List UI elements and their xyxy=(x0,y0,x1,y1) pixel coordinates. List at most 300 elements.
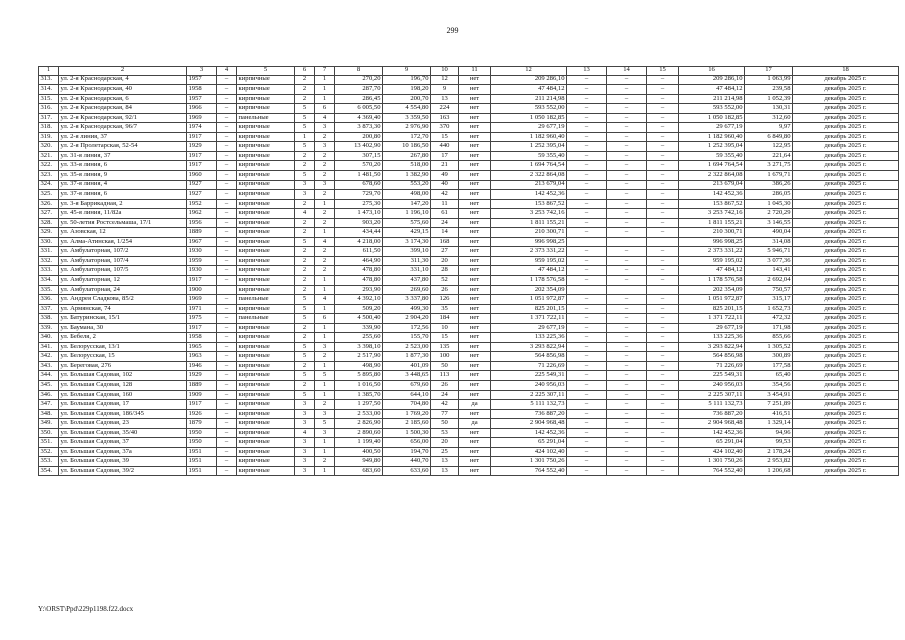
table-row xyxy=(39,295,899,305)
table-cell: – xyxy=(217,142,237,152)
housing-table xyxy=(38,66,899,476)
table-cell: – xyxy=(567,113,607,123)
table-cell: – xyxy=(607,85,647,95)
table-cell: – xyxy=(647,381,679,391)
table-cell: 424 102,40 xyxy=(491,447,567,457)
table-cell: 255,60 xyxy=(335,333,383,343)
table-cell: 3 xyxy=(315,180,335,190)
table-cell: кирпичные xyxy=(237,381,295,391)
table-cell: ул. Амбулаторная, 107/5 xyxy=(59,266,187,276)
table-cell: 1 xyxy=(315,285,335,295)
table-cell: нет xyxy=(459,113,491,123)
column-number-18: 18 xyxy=(793,67,899,76)
table-cell: ул. Большая Садовая, 186/345 xyxy=(59,409,187,419)
table-cell: – xyxy=(567,209,607,219)
table-cell: 1958 xyxy=(187,85,217,95)
table-cell: 1917 xyxy=(187,132,217,142)
table-cell: 142 452,36 xyxy=(491,428,567,438)
table-cell: 593 552,00 xyxy=(491,104,567,114)
table-cell: – xyxy=(567,180,607,190)
table-cell: – xyxy=(217,190,237,200)
table-cell: – xyxy=(607,275,647,285)
table-cell: 553,20 xyxy=(383,180,431,190)
table-cell: 1927 xyxy=(187,190,217,200)
table-cell: 200,70 xyxy=(383,94,431,104)
table-cell: 168 xyxy=(431,237,459,247)
table-cell: 3 xyxy=(295,180,315,190)
table-cell: – xyxy=(217,85,237,95)
table-cell: 350. xyxy=(39,428,59,438)
table-cell: 270,20 xyxy=(335,75,383,85)
table-cell: 2 xyxy=(295,333,315,343)
table-cell: 337. xyxy=(39,304,59,314)
table-cell: кирпичные xyxy=(237,466,295,476)
table-cell: 2 953,82 xyxy=(745,457,793,467)
table-cell: 2 890,60 xyxy=(335,428,383,438)
table-cell: 345. xyxy=(39,381,59,391)
table-cell: 1 xyxy=(315,75,335,85)
table-cell: 172,70 xyxy=(383,132,431,142)
table-cell: 1929 xyxy=(187,142,217,152)
table-cell: панельные xyxy=(237,113,295,123)
table-cell: ул. Батуринская, 15/1 xyxy=(59,314,187,324)
table-cell: декабрь 2025 г. xyxy=(793,428,899,438)
table-cell: 1 051 972,87 xyxy=(679,295,745,305)
table-cell: декабрь 2025 г. xyxy=(793,285,899,295)
table-cell: 202 354,09 xyxy=(679,285,745,295)
table-cell: 2 xyxy=(295,85,315,95)
table-cell: 1 016,50 xyxy=(335,381,383,391)
table-cell: 53 xyxy=(431,428,459,438)
table-cell: 3 xyxy=(295,466,315,476)
table-cell: 346. xyxy=(39,390,59,400)
table-cell: 2 178,24 xyxy=(745,447,793,457)
table-cell: кирпичные xyxy=(237,94,295,104)
table-cell: – xyxy=(607,256,647,266)
table-cell: 1 178 576,58 xyxy=(491,275,567,285)
table-cell: 9,97 xyxy=(745,123,793,133)
table-cell: 24 xyxy=(431,218,459,228)
table-cell: ул. Большая Садовая, 128 xyxy=(59,381,187,391)
table-cell: – xyxy=(217,104,237,114)
table-cell: нет xyxy=(459,75,491,85)
table-cell: 2 322 864,08 xyxy=(491,170,567,180)
table-cell: декабрь 2025 г. xyxy=(793,199,899,209)
table-cell: 1917 xyxy=(187,161,217,171)
table-row xyxy=(39,218,899,228)
table-cell: – xyxy=(647,419,679,429)
table-cell: – xyxy=(567,190,607,200)
table-cell: 65 291,04 xyxy=(491,438,567,448)
table-cell: нет xyxy=(459,323,491,333)
table-cell: кирпичные xyxy=(237,409,295,419)
table-cell: ул. Большая Садовая, 39 xyxy=(59,457,187,467)
table-cell: 1 182 960,40 xyxy=(679,132,745,142)
table-cell: декабрь 2025 г. xyxy=(793,419,899,429)
table-cell: 478,80 xyxy=(335,275,383,285)
table-cell: 3 xyxy=(295,419,315,429)
table-cell: ул. 3-я Баррикадная, 2 xyxy=(59,199,187,209)
table-cell: 323. xyxy=(39,170,59,180)
table-cell: кирпичные xyxy=(237,390,295,400)
column-number-16: 16 xyxy=(679,67,745,76)
table-cell: нет xyxy=(459,438,491,448)
table-cell: 29 677,19 xyxy=(679,323,745,333)
table-cell: – xyxy=(607,170,647,180)
table-cell: – xyxy=(567,170,607,180)
table-cell: 5 xyxy=(295,142,315,152)
table-cell: ул. 2-я Краснодарская, 4 xyxy=(59,75,187,85)
table-cell: 143,41 xyxy=(745,266,793,276)
table-cell: 5 xyxy=(295,352,315,362)
table-cell: – xyxy=(607,428,647,438)
table-cell: 1956 xyxy=(187,218,217,228)
table-cell: ул. Большая Садовая, 17 xyxy=(59,400,187,410)
table-cell: 564 856,98 xyxy=(491,352,567,362)
table-cell: декабрь 2025 г. xyxy=(793,180,899,190)
table-cell: 155,70 xyxy=(383,333,431,343)
table-cell: – xyxy=(647,94,679,104)
table-cell: 2 976,90 xyxy=(383,123,431,133)
table-cell: – xyxy=(567,361,607,371)
table-cell: 3 077,36 xyxy=(745,256,793,266)
table-cell: 1 xyxy=(315,381,335,391)
table-cell: кирпичные xyxy=(237,123,295,133)
table-cell: кирпичные xyxy=(237,400,295,410)
table-cell: 26 xyxy=(431,381,459,391)
table-cell: 5 xyxy=(295,104,315,114)
table-cell: 2 xyxy=(315,400,335,410)
table-cell: нет xyxy=(459,94,491,104)
table-cell: 1900 xyxy=(187,285,217,295)
table-cell: 1 206,68 xyxy=(745,466,793,476)
table-row xyxy=(39,304,899,314)
table-cell: 509,20 xyxy=(335,304,383,314)
table-cell: – xyxy=(607,361,647,371)
table-cell: 9 xyxy=(431,85,459,95)
table-cell: – xyxy=(607,104,647,114)
table-cell: 1 877,30 xyxy=(383,352,431,362)
table-cell: кирпичные xyxy=(237,256,295,266)
table-cell: 434,44 xyxy=(335,228,383,238)
table-cell xyxy=(217,285,237,295)
table-cell: 3 337,80 xyxy=(383,295,431,305)
table-cell: – xyxy=(217,228,237,238)
table-cell: 13 xyxy=(431,466,459,476)
table-row xyxy=(39,390,899,400)
table-cell: – xyxy=(607,314,647,324)
table-cell: 3 253 742,16 xyxy=(679,209,745,219)
table-row xyxy=(39,419,899,429)
table-cell: 293,90 xyxy=(335,285,383,295)
table-cell: 21 xyxy=(431,161,459,171)
table-cell: 633,60 xyxy=(383,466,431,476)
table-cell: 99,53 xyxy=(745,438,793,448)
table-cell: 3 293 822,94 xyxy=(491,342,567,352)
table-cell: кирпичные xyxy=(237,361,295,371)
table-cell: 2 xyxy=(315,256,335,266)
table-cell: – xyxy=(567,409,607,419)
table-cell: нет xyxy=(459,352,491,362)
table-cell: 1 xyxy=(315,304,335,314)
column-number-7: 7 xyxy=(315,67,335,76)
table-cell: 3 xyxy=(315,342,335,352)
table-cell: – xyxy=(647,190,679,200)
table-cell: 1 679,71 xyxy=(745,170,793,180)
table-cell: 29 677,19 xyxy=(679,123,745,133)
table-cell: – xyxy=(567,447,607,457)
table-cell: 314. xyxy=(39,85,59,95)
table-cell: декабрь 2025 г. xyxy=(793,457,899,467)
table-cell: 353. xyxy=(39,457,59,467)
table-cell: 5 111 132,73 xyxy=(491,400,567,410)
table-cell: – xyxy=(647,371,679,381)
table-cell: – xyxy=(607,123,647,133)
table-cell: – xyxy=(607,218,647,228)
table-cell: кирпичные xyxy=(237,228,295,238)
table-cell: нет xyxy=(459,228,491,238)
table-cell: – xyxy=(647,466,679,476)
table-cell: 10 xyxy=(431,323,459,333)
table-cell: 351. xyxy=(39,438,59,448)
table-cell: 4 218,00 xyxy=(335,237,383,247)
table-cell: декабрь 2025 г. xyxy=(793,228,899,238)
table-cell: 656,00 xyxy=(383,438,431,448)
table-cell: 61 xyxy=(431,209,459,219)
table-cell: 1926 xyxy=(187,409,217,419)
table-row xyxy=(39,247,899,257)
table-cell: – xyxy=(607,113,647,123)
table-cell: 348. xyxy=(39,409,59,419)
table-cell: – xyxy=(217,333,237,343)
table-cell: – xyxy=(567,275,607,285)
table-cell: 2 xyxy=(295,75,315,85)
table-cell: 3 398,10 xyxy=(335,342,383,352)
table-cell: – xyxy=(607,132,647,142)
table-cell: – xyxy=(647,390,679,400)
table-cell: 679,60 xyxy=(383,381,431,391)
table-cell: декабрь 2025 г. xyxy=(793,304,899,314)
table-cell: 50 xyxy=(431,361,459,371)
table-cell: декабрь 2025 г. xyxy=(793,142,899,152)
table-cell: 314,08 xyxy=(745,237,793,247)
table-cell: 100 xyxy=(431,352,459,362)
table-cell: – xyxy=(647,314,679,324)
table-cell: 683,60 xyxy=(335,466,383,476)
table-cell: 20 xyxy=(431,256,459,266)
table-cell: 311,30 xyxy=(383,256,431,266)
table-cell: декабрь 2025 г. xyxy=(793,323,899,333)
table-cell: 1967 xyxy=(187,237,217,247)
column-number-14: 14 xyxy=(607,67,647,76)
table-cell: 2 225 307,11 xyxy=(679,390,745,400)
table-cell: 1 xyxy=(315,361,335,371)
table-cell: 593 552,00 xyxy=(679,104,745,114)
column-number-12: 12 xyxy=(491,67,567,76)
table-cell: 332. xyxy=(39,256,59,266)
table-cell: 996 998,25 xyxy=(491,237,567,247)
table-cell: 1946 xyxy=(187,361,217,371)
table-cell: ул. 2-я Пролетарская, 52-54 xyxy=(59,142,187,152)
table-cell: – xyxy=(647,352,679,362)
table-cell: – xyxy=(217,170,237,180)
table-cell: 3 448,65 xyxy=(383,371,431,381)
table-cell: 135 xyxy=(431,342,459,352)
table-cell: нет xyxy=(459,132,491,142)
table-cell: 52 xyxy=(431,275,459,285)
table-cell: 130,31 xyxy=(745,104,793,114)
table-cell: ул. 2-я Краснодарская, 84 xyxy=(59,104,187,114)
table-cell: нет xyxy=(459,447,491,457)
table-cell: – xyxy=(647,228,679,238)
table-cell: кирпичные xyxy=(237,190,295,200)
table-cell: 2 826,90 xyxy=(335,419,383,429)
table-row xyxy=(39,94,899,104)
table-cell: 1 199,40 xyxy=(335,438,383,448)
table-cell: нет xyxy=(459,151,491,161)
table-cell: 47 484,12 xyxy=(491,266,567,276)
table-cell: ул. Белорусская, 15 xyxy=(59,352,187,362)
table-cell: 1909 xyxy=(187,390,217,400)
table-cell: 1969 xyxy=(187,295,217,305)
table-row xyxy=(39,371,899,381)
table-cell: декабрь 2025 г. xyxy=(793,409,899,419)
table-cell: декабрь 2025 г. xyxy=(793,390,899,400)
table-cell: ул. Армянская, 74 xyxy=(59,304,187,314)
table-cell: 416,51 xyxy=(745,409,793,419)
table-cell: 1 051 972,87 xyxy=(491,295,567,305)
table-cell: нет xyxy=(459,247,491,257)
table-cell: 7 251,89 xyxy=(745,400,793,410)
table-cell: 42 xyxy=(431,400,459,410)
table-cell: – xyxy=(567,295,607,305)
table-cell: – xyxy=(647,132,679,142)
table-cell: 29 677,19 xyxy=(491,123,567,133)
table-cell: 2 xyxy=(295,275,315,285)
table-cell: 1 xyxy=(315,323,335,333)
table-cell: 1889 xyxy=(187,228,217,238)
table-cell: 1 382,90 xyxy=(383,170,431,180)
table-cell: 764 552,40 xyxy=(679,466,745,476)
table-cell: 903,20 xyxy=(335,218,383,228)
table-cell: 498,00 xyxy=(383,190,431,200)
table-cell: 307,15 xyxy=(335,151,383,161)
table-cell: 6 xyxy=(315,104,335,114)
table-cell: 996 998,25 xyxy=(679,237,745,247)
table-cell: ул. 37-я линия, 6 xyxy=(59,190,187,200)
table-cell: 2 225 307,11 xyxy=(491,390,567,400)
table-cell: 2 xyxy=(315,190,335,200)
table-cell: ул. Алма-Атинская, 1/254 xyxy=(59,237,187,247)
table-row xyxy=(39,400,899,410)
table-cell: 349. xyxy=(39,419,59,429)
table-cell: кирпичные xyxy=(237,85,295,95)
table-cell: 221,64 xyxy=(745,151,793,161)
table-header xyxy=(39,67,899,76)
table-cell: 269,60 xyxy=(383,285,431,295)
table-cell: – xyxy=(217,400,237,410)
table-cell: ул. Большая Садовая, 37а xyxy=(59,447,187,457)
table-cell: – xyxy=(567,371,607,381)
table-cell: ул. Большая Садовая, 160 xyxy=(59,390,187,400)
table-cell: – xyxy=(647,256,679,266)
table-cell: – xyxy=(217,180,237,190)
table-cell: декабрь 2025 г. xyxy=(793,113,899,123)
table-cell: декабрь 2025 г. xyxy=(793,104,899,114)
table-cell: – xyxy=(567,400,607,410)
table-cell: декабрь 2025 г. xyxy=(793,209,899,219)
table-cell: 13 xyxy=(431,457,459,467)
table-cell: 1 xyxy=(315,94,335,104)
table-cell: – xyxy=(567,132,607,142)
table-cell: декабрь 2025 г. xyxy=(793,314,899,324)
table-cell: да xyxy=(459,400,491,410)
table-cell: – xyxy=(607,304,647,314)
table-cell: – xyxy=(567,342,607,352)
table-cell: 6 849,80 xyxy=(745,132,793,142)
table-cell: 1 xyxy=(295,132,315,142)
table-cell: – xyxy=(217,275,237,285)
table-cell: 1927 xyxy=(187,180,217,190)
table-cell: – xyxy=(567,142,607,152)
table-cell: 2 xyxy=(295,266,315,276)
table-cell: кирпичные xyxy=(237,209,295,219)
table-cell: 2 xyxy=(295,151,315,161)
table-cell: 200,80 xyxy=(335,132,383,142)
table-cell: – xyxy=(217,256,237,266)
table-cell: 328. xyxy=(39,218,59,228)
table-cell: нет xyxy=(459,190,491,200)
table-cell: 2 xyxy=(315,209,335,219)
table-cell: – xyxy=(647,438,679,448)
table-cell: – xyxy=(567,352,607,362)
table-cell: декабрь 2025 г. xyxy=(793,123,899,133)
table-cell: нет xyxy=(459,342,491,352)
table-cell: 1965 xyxy=(187,342,217,352)
table-cell: 209 286,10 xyxy=(679,75,745,85)
column-number-17: 17 xyxy=(745,67,793,76)
table-cell: 1950 xyxy=(187,438,217,448)
table-cell: 47 484,12 xyxy=(491,85,567,95)
table-cell: – xyxy=(647,409,679,419)
table-cell: 28 xyxy=(431,266,459,276)
table-cell: – xyxy=(647,266,679,276)
table-cell: декабрь 2025 г. xyxy=(793,151,899,161)
table-cell: 354. xyxy=(39,466,59,476)
table-cell: – xyxy=(647,457,679,467)
table-cell: 1929 xyxy=(187,371,217,381)
table-cell: 15 xyxy=(431,333,459,343)
table-row xyxy=(39,237,899,247)
table-cell: 729,70 xyxy=(335,190,383,200)
table-cell: декабрь 2025 г. xyxy=(793,447,899,457)
table-cell: нет xyxy=(459,381,491,391)
table-cell: – xyxy=(607,381,647,391)
table-cell: ул. Андрея Сладкова, 85/2 xyxy=(59,295,187,305)
table-cell: 400,50 xyxy=(335,447,383,457)
table-cell: 13 xyxy=(431,94,459,104)
column-number-15: 15 xyxy=(647,67,679,76)
column-number-10: 10 xyxy=(431,67,459,76)
table-cell: да xyxy=(459,419,491,429)
table-cell: 10 186,50 xyxy=(383,142,431,152)
table-cell: декабрь 2025 г. xyxy=(793,342,899,352)
table-cell: 240 956,03 xyxy=(679,381,745,391)
table-cell: – xyxy=(647,323,679,333)
table-cell: – xyxy=(217,132,237,142)
table-cell: 1 045,30 xyxy=(745,199,793,209)
table-cell: нет xyxy=(459,199,491,209)
